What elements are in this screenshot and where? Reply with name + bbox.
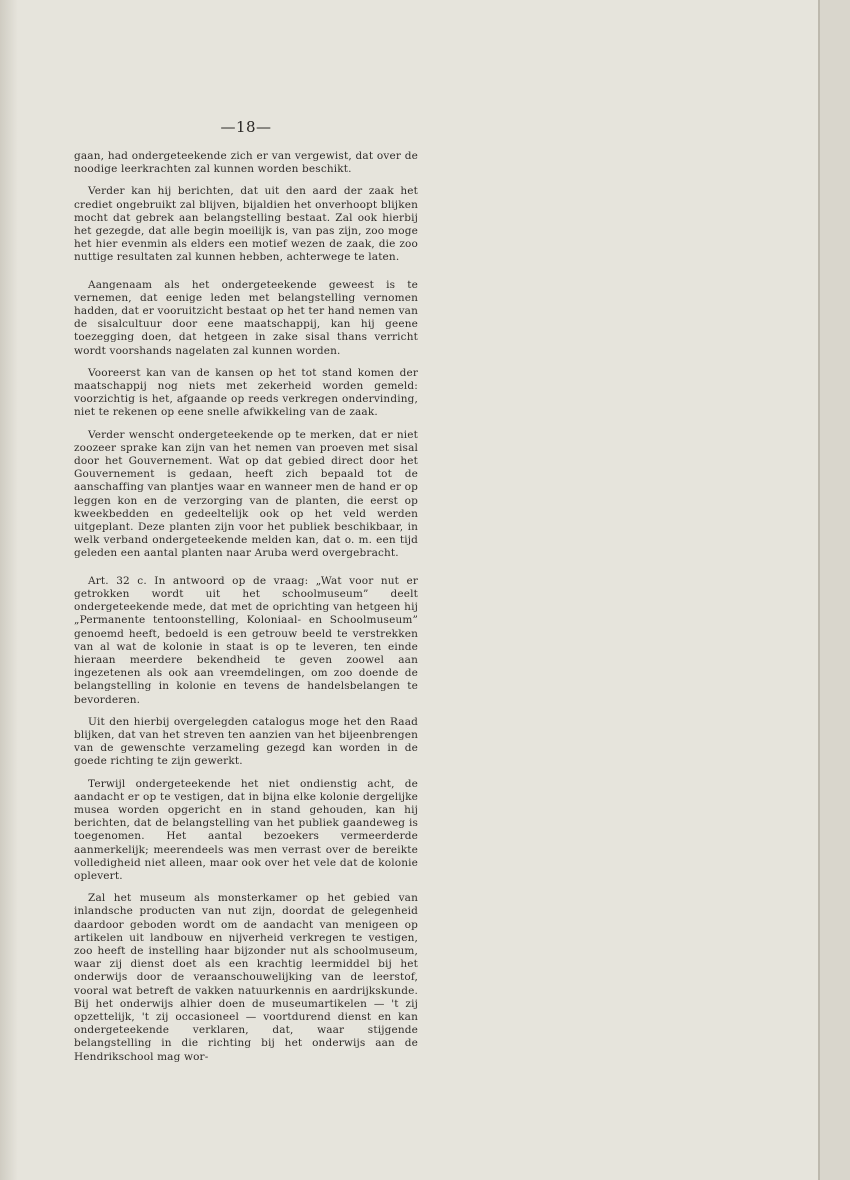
paragraph: Terwijl ondergeteekende het niet ondienstig acht, de aandacht er op te vestigen, dat in bijna elke kolonie dergelijke musea worden opgericht en in stand gehouden, kan hij berichten, dat de belangstelling van het publiek gaandeweg is toegenomen. Het aantal bezoekers vermeerderde aanmerkelijk; meerendeels was men verrast over de bereikte volledigheid niet alleen, maar ook over het vele dat de kolonie oplevert. xyxy=(74,777,418,882)
paragraph-article-32c: Art. 32 c. In antwoord op de vraag: „Wat voor nut er getrokken wordt uit het schoolmuseum” deelt ondergeteekende mede, dat met de oprichting van hetgeen hij „Permanente tentoonstelling, Koloniaal- en Schoolmuseum” genoemd heeft, bedoeld is een getrouw beeld te verstrekken van al wat de kolonie in staat is op te leveren, ten einde hieraan meerdere bekendheid te geven zoowel aan ingezetenen als ook aan vreemdelingen, om zoo doende de belangstelling in kolonie en tevens de handelsbelangen te bevorderen. xyxy=(74,574,418,706)
scan-left-shadow xyxy=(0,0,18,1180)
adjacent-page-strip xyxy=(820,0,850,1180)
paragraph: Uit den hierbij overgelegden catalogus moge het den Raad blijken, dat van het streven ten aanzien van het bijeenbrengen van de gewenschte verzameling gezegd kan worden in de goede richting te zijn gewerkt. xyxy=(74,715,418,768)
paragraph: Verder wenscht ondergeteekende op te merken, dat er niet zoozeer sprake kan zijn van het nemen van proeven met sisal door het Gouvernement. Wat op dat gebied direct door het Gouvernement is gedaan, heeft zich bepaald tot de aanschaffing van plantjes waar en wanneer men de hand er op leggen kon en de verzorging van de planten, die eerst op kweekbedden en gedeeltelijk ook op het veld werden uitgeplant. Deze planten zijn voor het publiek beschikbaar, in welk verband ondergeteekende melden kan, dat o. m. een tijd geleden een aantal planten naar Aruba werd overgebracht. xyxy=(74,428,418,560)
paragraph: Aangenaam als het ondergeteekende geweest is te vernemen, dat eenige leden met belangstelling vernomen hadden, dat er vooruitzicht bestaat op het ter hand nemen van de sisalcultuur door eene maatschappij, kan hij geene toezegging doen, dat hetgeen in zake sisal thans verricht wordt voorshands nagelaten zal kunnen worden. xyxy=(74,278,418,357)
page-text-column xyxy=(74,118,418,1073)
page-number: —18— xyxy=(220,118,272,136)
paragraph: Zal het museum als monsterkamer op het gebied van inlandsche producten van nut zijn, doordat de gelegenheid daardoor geboden wordt om de aandacht van menigeen op artikelen uit landbouw en nijverheid verkregen te vestigen, zoo heeft de instelling haar bijzonder nut als schoolmuseum, waar zij dienst doet als een krachtig leermiddel bij het onderwijs door de veraanschouwelijking van de leerstof, vooral wat betreft de vakken natuurkennis en aardrijkskunde. Bij het onderwijs alhier doen de museumartikelen — 't zij opzettelijk, 't zij occasioneel — voortdurend dienst en kan ondergeteekende verklaren, dat, waar stijgende belangstelling in die richting bij het onderwijs aan de Hendrikschool mag wor- xyxy=(74,892,418,1063)
paragraph: Verder kan hij berichten, dat uit den aard der zaak het crediet ongebruikt zal blijven, bijaldien het onverhoopt blijken mocht dat gebrek aan belangstelling bestaat. Zal ook hierbij het gezegde, dat alle begin moeilijk is, van pas zijn, zoo moge het hier evenmin als elders een motief wezen de zaak, die zoo nuttige resultaten zal kunnen hebben, achterwege te laten. xyxy=(74,185,418,264)
paragraph: Vooreerst kan van de kansen op het tot stand komen der maatschappij nog niets met zekerheid worden gemeld: voorzichtig is het, afgaande op reeds verkregen ondervinding, niet te rekenen op eene snelle afwikkeling van de zaak. xyxy=(74,366,418,419)
paragraph: gaan, had ondergeteekende zich er van vergewist, dat over de noodige leerkrachten zal kunnen worden beschikt. xyxy=(74,150,418,176)
